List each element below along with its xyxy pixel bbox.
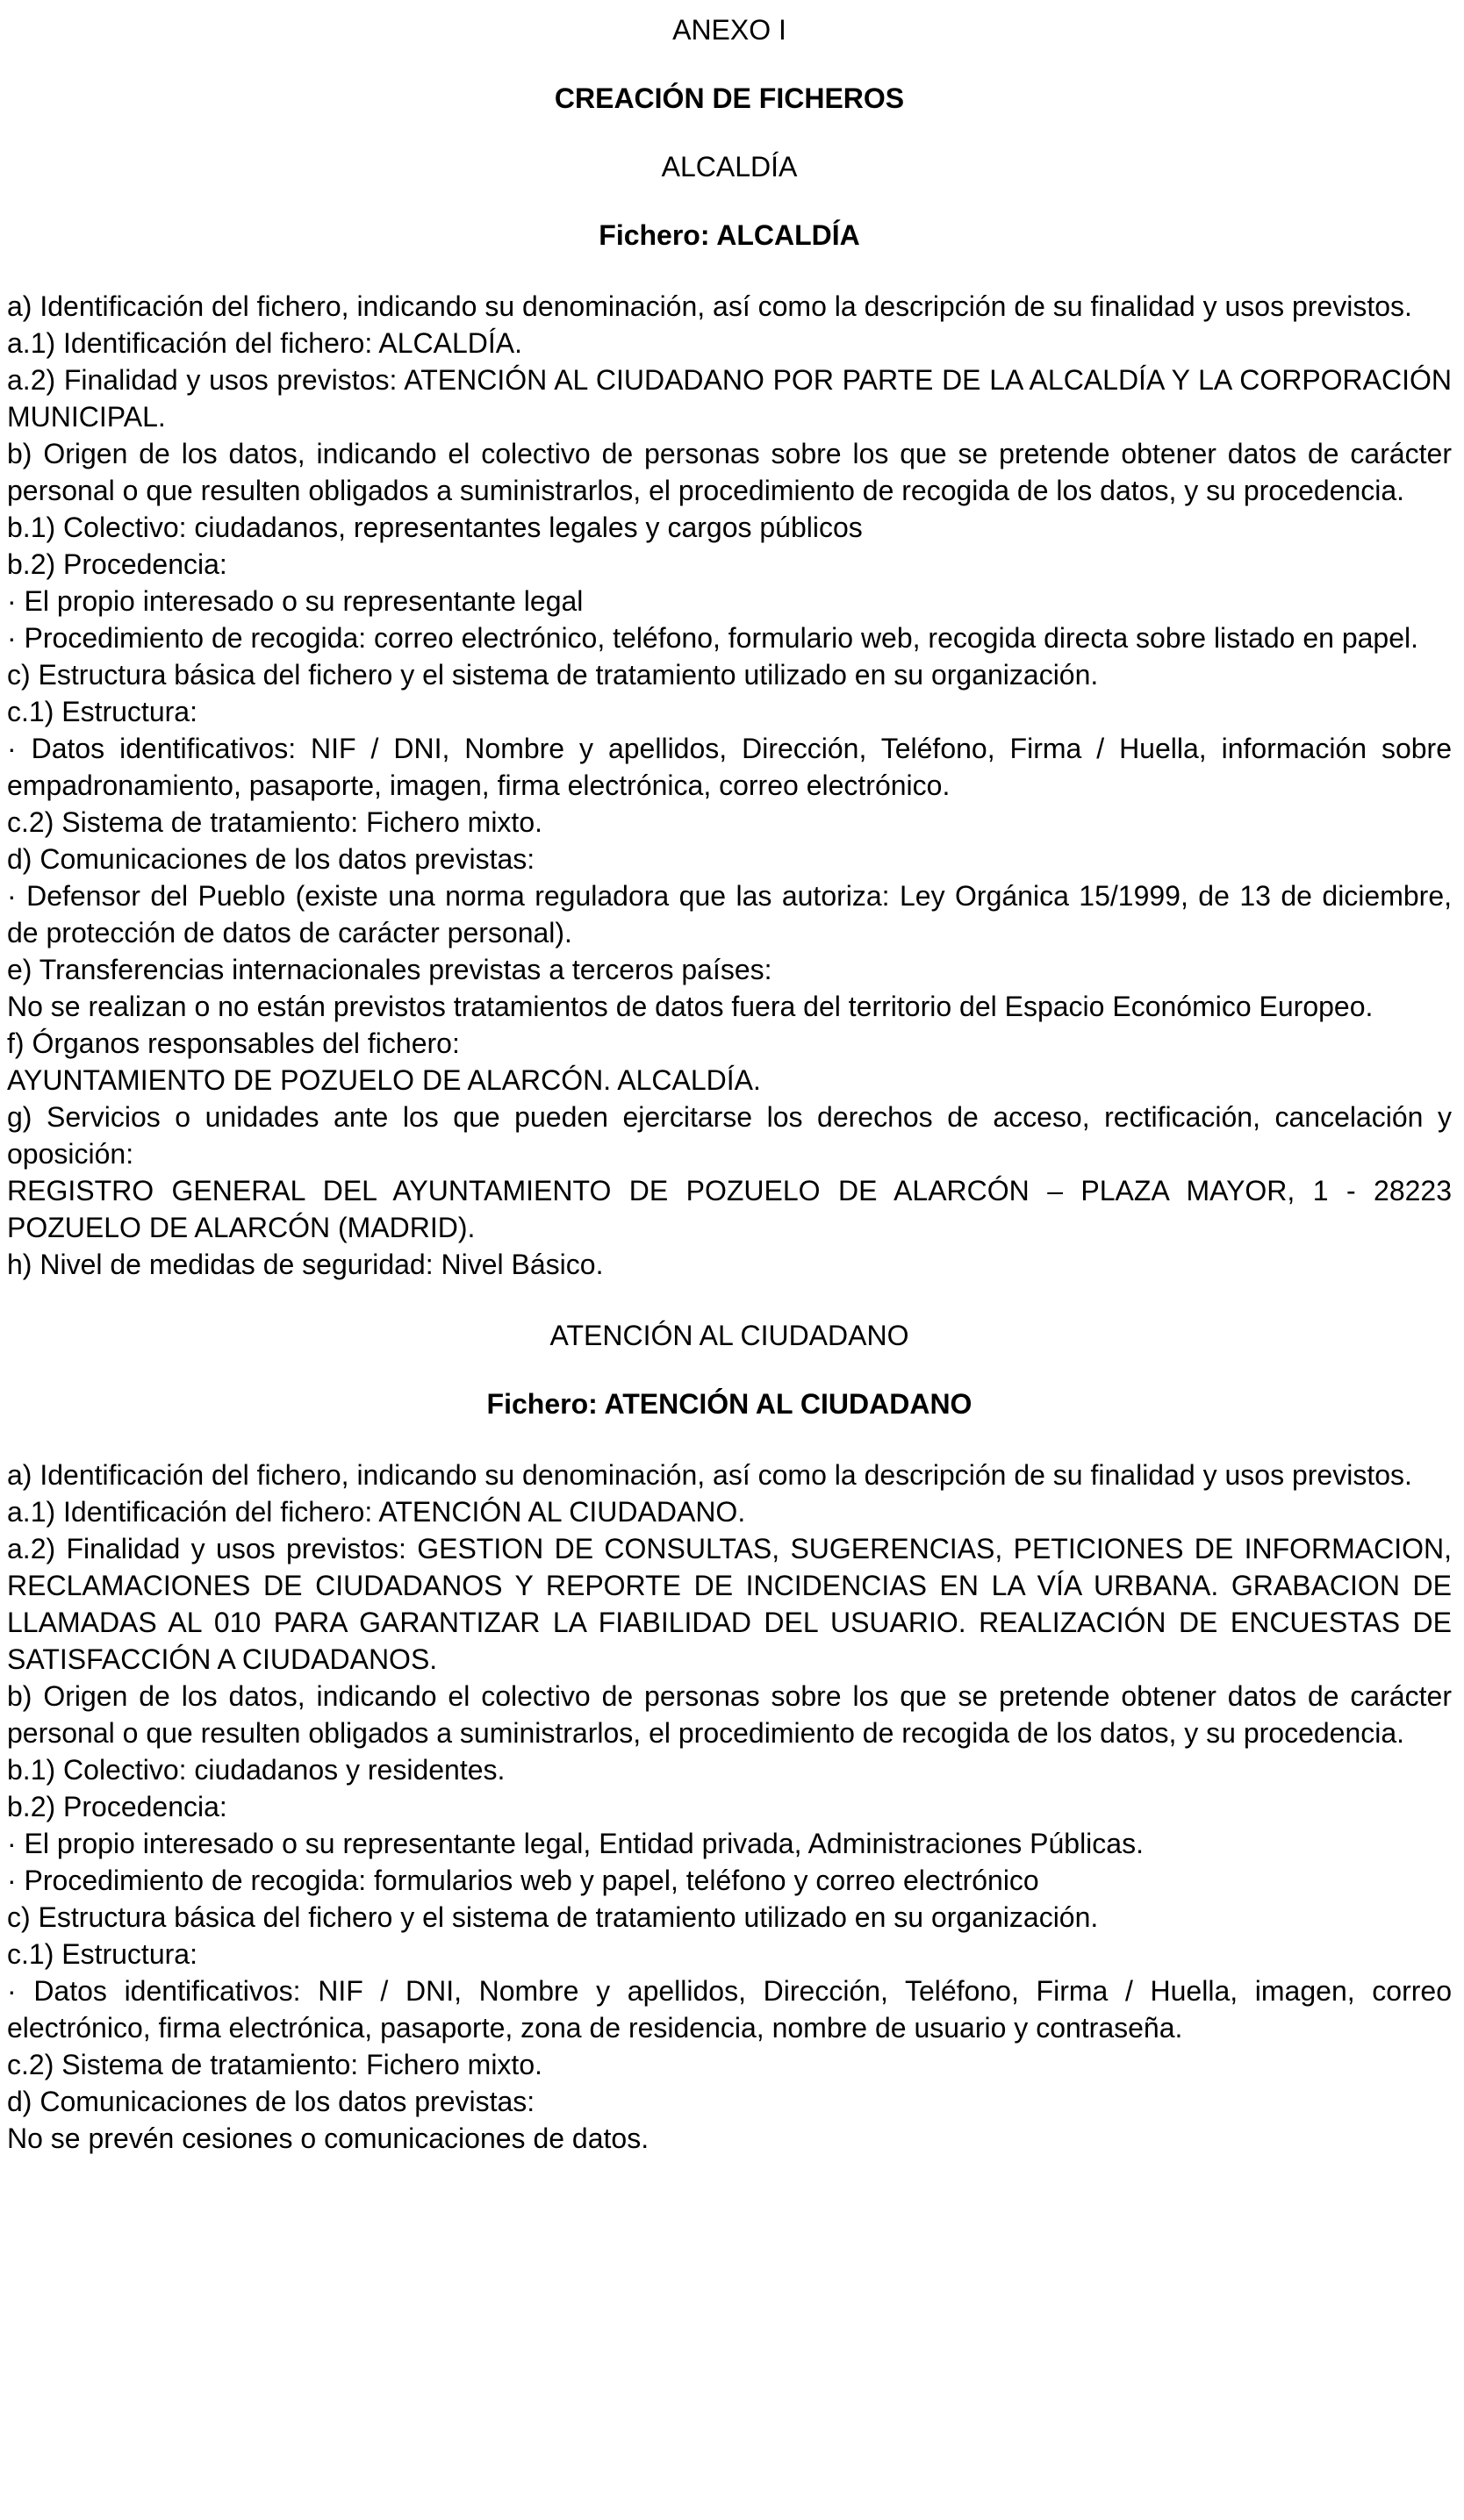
paragraph: · Procedimiento de recogida: correo electrónico, teléfono, formulario web, recogida directa sobre listado en papel. bbox=[7, 622, 1418, 654]
document-page bbox=[7, 12, 1452, 2157]
paragraph: d) Comunicaciones de los datos previstas: bbox=[7, 2086, 535, 2117]
paragraph: · El propio interesado o su representante legal bbox=[7, 585, 584, 617]
paragraph: d) Comunicaciones de los datos previstas: bbox=[7, 843, 535, 875]
paragraph: · Procedimiento de recogida: formularios web y papel, teléfono y correo electrónico bbox=[7, 1865, 1039, 1896]
paragraph: c) Estructura básica del fichero y el sistema de tratamiento utilizado en su organización. bbox=[7, 1901, 1099, 1933]
section-heading: ALCALDÍA bbox=[661, 151, 798, 183]
paragraph: b.2) Procedencia: bbox=[7, 1791, 227, 1822]
paragraph: a.1) Identificación del fichero: ATENCIÓN AL CIUDADANO. bbox=[7, 1496, 746, 1528]
paragraph: e) Transferencias internacionales previstas a terceros países: bbox=[7, 954, 772, 985]
paragraph: c.1) Estructura: bbox=[7, 1938, 197, 1970]
paragraph: b) Origen de los datos, indicando el colectivo de personas sobre los que se pretende obtener datos de carácter personal o que resulten obligados a suministrarlos, el procedimiento de recogida de los datos, y su procedencia. bbox=[7, 438, 1452, 506]
paragraph: g) Servicios o unidades ante los que pueden ejercitarse los derechos de acceso, rectificación, cancelación y oposición: bbox=[7, 1101, 1452, 1170]
annex-label: ANEXO I bbox=[672, 14, 786, 46]
paragraph: · El propio interesado o su representante legal, Entidad privada, Administraciones Públicas. bbox=[7, 1828, 1144, 1859]
document-title: CREACIÓN DE FICHEROS bbox=[554, 82, 905, 114]
paragraph: c) Estructura básica del fichero y el sistema de tratamiento utilizado en su organización. bbox=[7, 659, 1099, 691]
paragraph: a.2) Finalidad y usos previstos: ATENCIÓN AL CIUDADANO POR PARTE DE LA ALCALDÍA Y LA CORPORACIÓN MUNICIPAL. bbox=[7, 364, 1452, 433]
paragraph: REGISTRO GENERAL DEL AYUNTAMIENTO DE POZUELO DE ALARCÓN – PLAZA MAYOR, 1 - 28223 POZUELO DE ALARCÓN (MADRID). bbox=[7, 1175, 1452, 1243]
paragraph: a.1) Identificación del fichero: ALCALDÍA. bbox=[7, 327, 522, 359]
paragraph: c.2) Sistema de tratamiento: Fichero mixto. bbox=[7, 2049, 542, 2080]
paragraph: b.1) Colectivo: ciudadanos y residentes. bbox=[7, 1754, 506, 1786]
paragraph: c.2) Sistema de tratamiento: Fichero mixto. bbox=[7, 806, 542, 838]
section-heading: ATENCIÓN AL CIUDADANO bbox=[549, 1320, 909, 1351]
paragraph: b.1) Colectivo: ciudadanos, representantes legales y cargos públicos bbox=[7, 512, 863, 543]
paragraph: a.2) Finalidad y usos previstos: GESTION DE CONSULTAS, SUGERENCIAS, PETICIONES DE INFORMACION, RECLAMACIONES DE CIUDADANOS Y REPORTE DE INCIDENCIAS EN LA VÍA URBANA. GRABACION DE LLAMADAS AL 010 PARA GARANTIZAR LA FIABILIDAD DEL USUARIO. REALIZACIÓN DE ENCUESTAS DE SATISFACCIÓN A CIUDADANOS. bbox=[7, 1533, 1452, 1675]
paragraph: a) Identificación del fichero, indicando su denominación, así como la descripción de su finalidad y usos previstos. bbox=[7, 1459, 1412, 1491]
paragraph: No se prevén cesiones o comunicaciones de datos. bbox=[7, 2123, 649, 2154]
paragraph: No se realizan o no están previstos tratamientos de datos fuera del territorio del Espacio Económico Europeo. bbox=[7, 991, 1374, 1022]
paragraph: AYUNTAMIENTO DE POZUELO DE ALARCÓN. ALCALDÍA. bbox=[7, 1064, 761, 1096]
paragraph: h) Nivel de medidas de seguridad: Nivel Básico. bbox=[7, 1249, 604, 1280]
paragraph: · Defensor del Pueblo (existe una norma reguladora que las autoriza: Ley Orgánica 15/1999, de 13 de diciembre, de protección de datos de carácter personal). bbox=[7, 880, 1452, 949]
paragraph: b) Origen de los datos, indicando el colectivo de personas sobre los que se pretende obtener datos de carácter personal o que resulten obligados a suministrarlos, el procedimiento de recogida de los datos, y su procedencia. bbox=[7, 1680, 1452, 1749]
file-title: Fichero: ALCALDÍA bbox=[599, 219, 860, 251]
paragraph: b.2) Procedencia: bbox=[7, 548, 227, 580]
paragraph: f) Órganos responsables del fichero: bbox=[7, 1027, 460, 1059]
paragraph: a) Identificación del fichero, indicando su denominación, así como la descripción de su finalidad y usos previstos. bbox=[7, 290, 1412, 322]
paragraph: · Datos identificativos: NIF / DNI, Nombre y apellidos, Dirección, Teléfono, Firma / Huella, imagen, correo electrónico, firma electrónica, pasaporte, zona de residencia, nombre de usuario y contraseña. bbox=[7, 1975, 1452, 2044]
paragraph: · Datos identificativos: NIF / DNI, Nombre y apellidos, Dirección, Teléfono, Firma / Huella, información sobre empadronamiento, pasaporte, imagen, firma electrónica, correo electrónico. bbox=[7, 733, 1452, 801]
section-body bbox=[7, 1457, 1452, 2157]
file-title: Fichero: ATENCIÓN AL CIUDADANO bbox=[486, 1388, 972, 1420]
paragraph: c.1) Estructura: bbox=[7, 696, 197, 727]
section-body bbox=[7, 288, 1452, 1283]
